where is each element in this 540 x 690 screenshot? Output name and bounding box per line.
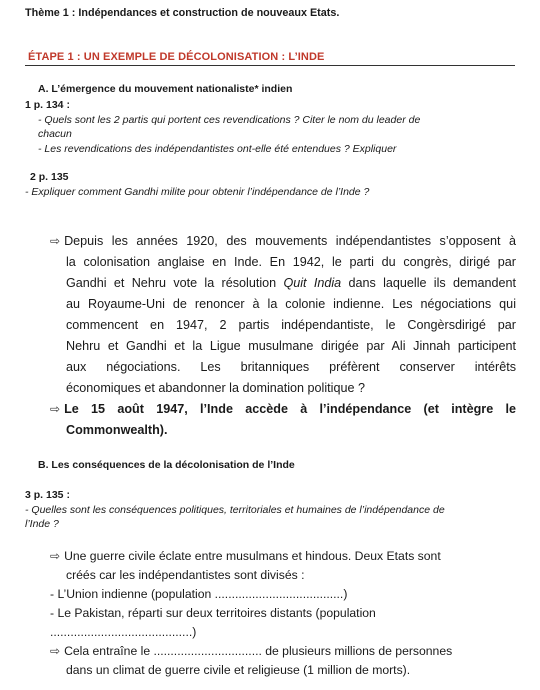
conclusion-line: ⇨ Le 15 août 1947, l’Inde accède à l’indépendance (et intègre le <box>50 402 516 416</box>
question-1-line-1: - Quels sont les 2 partis qui portent ces revendications ? Citer le nom du leader de <box>38 114 421 126</box>
etape-underline <box>25 65 515 66</box>
paragraph-line: Nehru et Gandhi et la Ligue musulmane dirigée par Ali Jinnah participent <box>66 339 516 353</box>
pakistan-line: - Le Pakistan, réparti sur deux territoires distants (population <box>50 606 376 620</box>
question-4-line-1: - Quelles sont les conséquences politiques, territoriales et humaines de l’indépendance de <box>25 504 445 516</box>
question-3: - Expliquer comment Gandhi milite pour obtenir l’indépendance de l’Inde ? <box>25 186 370 198</box>
bullet-line: dans un climat de guerre civile et religieuse (1 million de morts). <box>66 663 411 677</box>
bullet-line: ⇨ Cela entraîne le ................................ de plusieurs millions de personnes <box>50 644 453 658</box>
question-4-line-2: l’Inde ? <box>25 518 59 530</box>
answer-paragraph-a <box>50 231 516 441</box>
conclusion-line: Commonwealth). <box>66 423 168 437</box>
arrow-right-icon: ⇨ <box>50 644 61 658</box>
paragraph-line: Gandhi et Nehru vote la résolution Quit India dans laquelle ils demandent <box>66 276 517 290</box>
arrow-right-icon: ⇨ <box>50 234 61 248</box>
pakistan-population-blank: ..........................................) <box>50 625 197 639</box>
arrow-right-icon: ⇨ <box>50 549 61 563</box>
bullet-line: ⇨ Une guerre civile éclate entre musulmans et hindous. Deux Etats sont <box>50 549 441 563</box>
paragraph-line: commencent en 1947, 2 partis indépendantiste, le Congèrsdirigé par <box>66 318 516 332</box>
paragraph-line: la colonisation anglaise en Inde. En 1942, le parti du congrès, dirigé par <box>66 255 516 269</box>
question-4-ref: 3 p. 135 : <box>25 489 70 501</box>
paragraph-line: ⇨ Depuis les années 1920, des mouvements indépendantistes s’opposent à <box>50 234 516 248</box>
paragraph-line: économiques et abandonner la domination politique ? <box>66 381 365 395</box>
section-b-title: B. Les conséquences de la décolonisation de l’Inde <box>38 459 295 471</box>
question-1-line-2: chacun <box>38 128 72 140</box>
union-indienne-line: - L’Union indienne (population ......................................) <box>50 587 348 601</box>
section-a-title: A. L’émergence du mouvement nationaliste* indien <box>38 83 293 95</box>
paragraph-line: au Royaume-Uni de renoncer à la colonie indienne. Les négociations qui <box>66 297 516 311</box>
etape-heading: ÉTAPE 1 : UN EXEMPLE DE DÉCOLONISATION : L’INDE <box>28 51 325 63</box>
paragraph-line: aux négociations. Les britanniques préfèrent conserver intérêts <box>66 360 516 374</box>
arrow-right-icon: ⇨ <box>50 402 61 416</box>
question-1-ref: 1 p. 134 : <box>25 99 70 111</box>
bullet-line: créés car les indépendantistes sont divisés : <box>66 568 305 582</box>
theme-title: Thème 1 : Indépendances et construction de nouveaux Etats. <box>25 7 340 19</box>
answer-paragraph-b <box>50 547 520 680</box>
question-2: - Les revendications des indépendantistes ont-elle été entendues ? Expliquer <box>38 143 397 155</box>
quit-india-term: Quit India <box>283 276 342 290</box>
question-3-ref: 2 p. 135 <box>30 171 69 183</box>
